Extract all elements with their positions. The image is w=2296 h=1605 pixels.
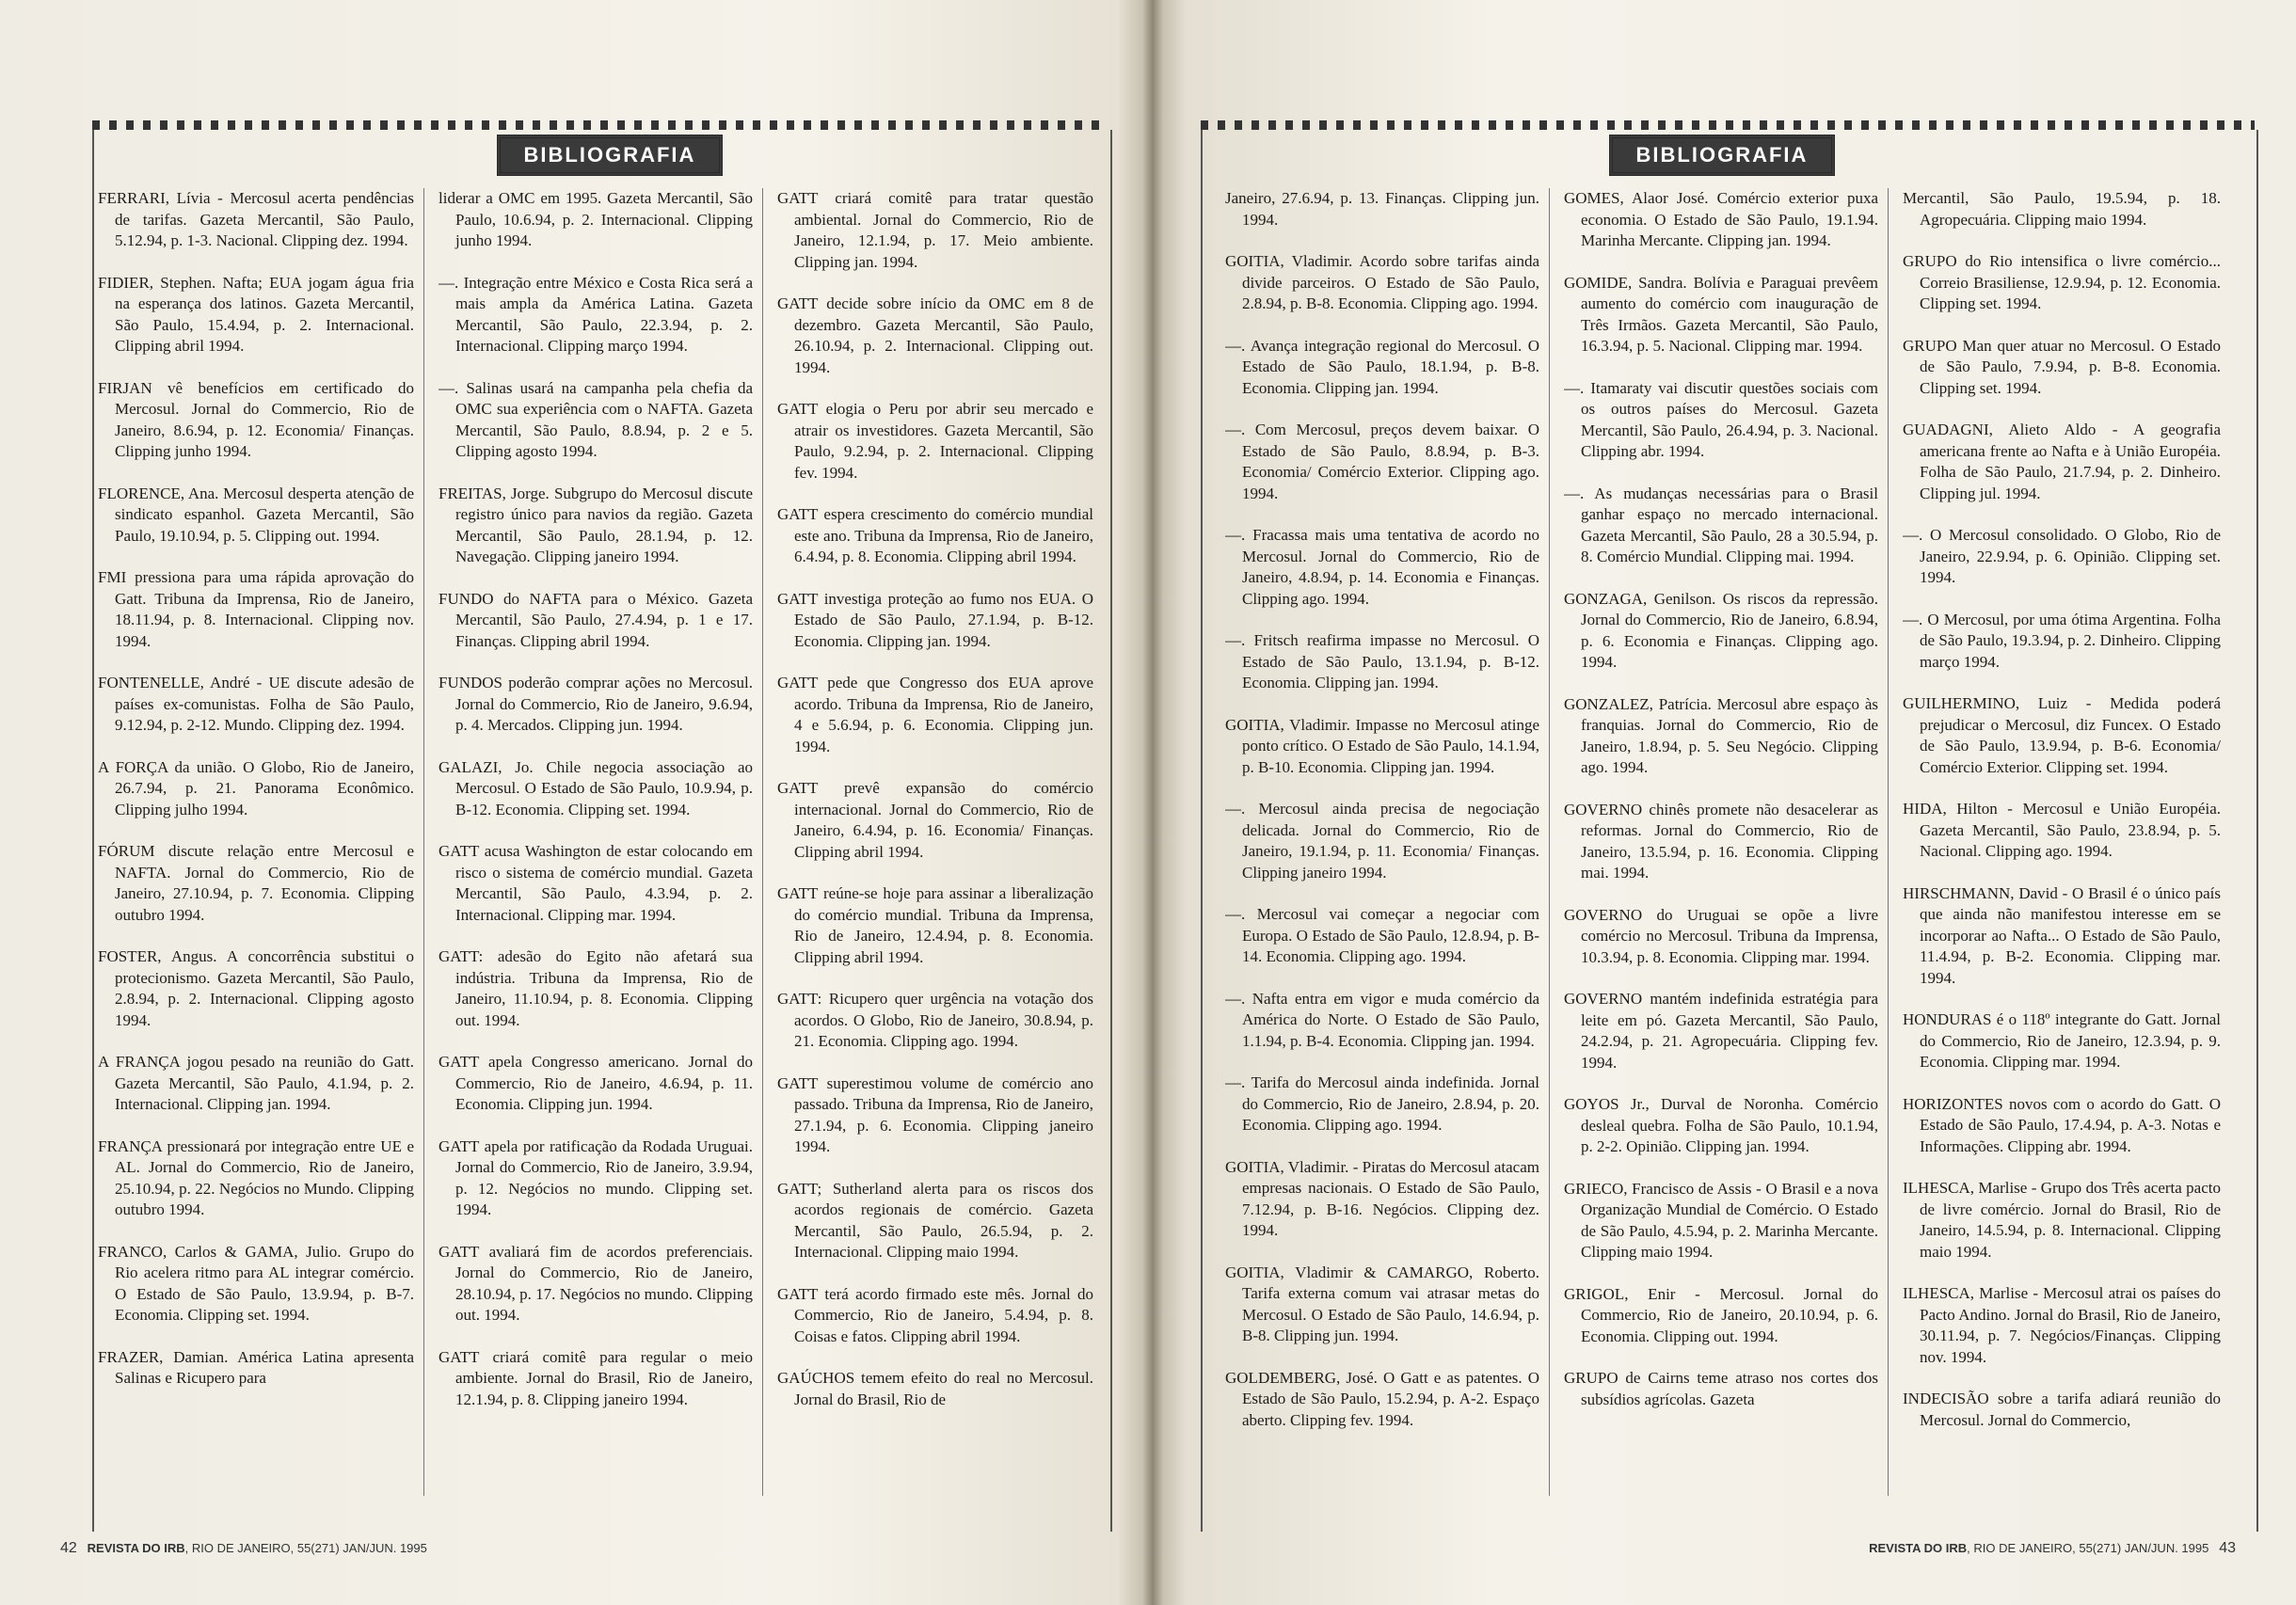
bibliography-entry: —. As mudanças necessárias para o Brasil ganhar espaço no mercado internacional. Gazeta Mercantil, São Paulo, 28 a 30.5.94, p. 8. Comércio Mundial. Clipping mai. 1994. (1564, 484, 1878, 565)
bibliography-entry: —. Avança integração regional do Mercosul. O Estado de São Paulo, 18.1.94, p. B-8. Economia. Clipping jan. 1994. (1225, 336, 1539, 397)
bibliography-entry: Mercantil, São Paulo, 19.5.94, p. 18. Agropecuária. Clipping maio 1994. (1903, 189, 2221, 229)
bibliography-entry: GATT decide sobre início da OMC em 8 de dezembro. Gazeta Mercantil, São Paulo, 26.10.94, p. 2. Internacional. Clipping out. 1994. (777, 294, 1093, 376)
bibliography-entry: GOMIDE, Sandra. Bolívia e Paraguai prevêem aumento do comércio com inauguração de Três Irmãos. Gazeta Mercantil, São Paulo, 16.3.94, p. 5. Nacional. Clipping mar. 1994. (1564, 273, 1878, 355)
page-number: 42 (60, 1540, 77, 1556)
bibliography-entry: —. Mercosul vai começar a negociar com Europa. O Estado de São Paulo, 12.8.94, p. B-14. Economia. Clipping ago. 1994. (1225, 905, 1539, 965)
bibliography-entry: FOSTER, Angus. A concorrência substitui o protecionismo. Gazeta Mercantil, São Paulo, 2.8.94, p. 2. Internacional. Clipping agosto 1994. (98, 947, 414, 1029)
top-dot-rule (1201, 120, 2255, 130)
bibliography-entry: GATT apela Congresso americano. Jornal do Commercio, Rio de Janeiro, 4.6.94, p. 11. Economia. Clipping jun. 1994. (438, 1053, 753, 1113)
bibliography-entry: GUILHERMINO, Luiz - Medida poderá prejudicar o Mercosul, diz Funcex. O Estado de São Paulo, 13.9.94, p. B-6. Economia/ Comércio Exterior. Clipping set. 1994. (1903, 694, 2221, 776)
right-page (1152, 0, 2296, 1605)
bibliography-entry: —. Fracassa mais uma tentativa de acordo no Mercosul. Jornal do Commercio, Rio de Janeiro, 4.8.94, p. 14. Economia e Finanças. Clipping ago. 1994. (1225, 526, 1539, 608)
bibliography-entry: —. Fritsch reafirma impasse no Mercosul. O Estado de São Paulo, 13.1.94, p. B-12. Economia. Clipping jan. 1994. (1225, 631, 1539, 691)
bibliography-entry: GALAZI, Jo. Chile negocia associação ao Mercosul. O Estado de São Paulo, 10.9.94, p. B-12. Economia. Clipping set. 1994. (438, 757, 753, 818)
bibliography-entry: GATT elogia o Peru por abrir seu mercado e atrair os investidores. Gazeta Mercantil, São Paulo, 9.2.94, p. 2. Internacional. Clipping fev. 1994. (777, 400, 1093, 482)
bibliography-column-1 (98, 188, 424, 1496)
bibliography-entry: GATT espera crescimento do comércio mundial este ano. Tribuna da Imprensa, Rio de Janeiro, 6.4.94, p. 8. Economia. Clipping abril 1994. (777, 505, 1093, 565)
book-gutter (1142, 0, 1163, 1605)
left-footer: 42 REVISTA DO IRB, RIO DE JANEIRO, 55(271) JAN/JUN. 1995 (60, 1540, 427, 1556)
bibliography-column-6 (1903, 188, 2221, 1496)
bibliography-entry: GOVERNO chinês promete não desacelerar as reformas. Jornal do Commercio, Rio de Janeiro, 13.5.94, p. 16. Economia. Clipping mai. 1994. (1564, 800, 1878, 882)
bibliography-column-2 (438, 188, 763, 1496)
bibliography-entry: FREITAS, Jorge. Subgrupo do Mercosul discute registro único para navios da região. Gazeta Mercantil, São Paulo, 28.1.94, p. 12. Navegação. Clipping janeiro 1994. (438, 484, 753, 565)
bibliography-entry: GONZAGA, Genilson. Os riscos da repressão. Jornal do Commercio, Rio de Janeiro, 6.8.94, p. 6. Economia e Finanças. Clipping ago. 1994. (1564, 589, 1878, 671)
bibliography-entry: HIRSCHMANN, David - O Brasil é o único país que ainda não manifestou interesse em se incorporar ao Nafta... O Estado de São Paulo, 11.4.94, p. B-2. Economia. Clipping mar. 1994. (1903, 883, 2221, 987)
top-dot-rule (92, 120, 1108, 130)
bibliography-entry: GOITIA, Vladimir & CAMARGO, Roberto. Tarifa externa comum vai atrasar metas do Mercosul. O Estado de São Paulo, 14.6.94, p. B-8. Clipping jun. 1994. (1225, 1263, 1539, 1344)
bibliography-entry: FIRJAN vê benefícios em certificado do Mercosul. Jornal do Commercio, Rio de Janeiro, 8.6.94, p. 12. Economia/ Finanças. Clipping junho 1994. (98, 378, 414, 460)
bibliography-entry: GOLDEMBERG, José. O Gatt e as patentes. O Estado de São Paulo, 15.2.94, p. A-2. Espaço aberto. Clipping fev. 1994. (1225, 1368, 1539, 1429)
bibliography-entry: GRUPO do Rio intensifica o livre comércio... Correio Brasiliense, 12.9.94, p. 12. Economia. Clipping set. 1994. (1903, 252, 2221, 312)
bibliography-entry: FONTENELLE, André - UE discute adesão de países ex-comunistas. Folha de São Paulo, 9.12.94, p. 2-12. Mundo. Clipping dez. 1994. (98, 674, 414, 734)
bibliography-column-4 (1225, 188, 1550, 1496)
bibliography-entry: FRANCO, Carlos & GAMA, Julio. Grupo do Rio acelera ritmo para AL integrar comércio. O Estado de São Paulo, 13.9.94, p. B-7. Economia. Clipping set. 1994. (98, 1242, 414, 1324)
bibliography-entry: Janeiro, 27.6.94, p. 13. Finanças. Clipping jun. 1994. (1225, 189, 1539, 229)
bibliography-entry: GATT apela por ratificação da Rodada Uruguai. Jornal do Commercio, Rio de Janeiro, 3.9.94, p. 12. Negócios no mundo. Clipping set. 1994. (438, 1136, 753, 1218)
bibliography-entry: GOITIA, Vladimir. Acordo sobre tarifas ainda divide parceiros. O Estado de São Paulo, 2.8.94, p. B-8. Economia. Clipping ago. 1994. (1225, 252, 1539, 312)
bibliography-entry: —. Com Mercosul, preços devem baixar. O Estado de São Paulo, 8.8.94, p. B-3. Economia/ Comércio Exterior. Clipping ago. 1994. (1225, 421, 1539, 502)
bibliography-entry: GATT criará comitê para tratar questão ambiental. Jornal do Commercio, Rio de Janeiro, 12.1.94, p. 17. Meio ambiente. Clipping jan. 1994. (777, 189, 1093, 271)
bibliography-entry: —. Itamaraty vai discutir questões sociais com os outros países do Mercosul. Gazeta Mercantil, São Paulo, 26.4.94, p. 3. Nacional. Clipping abr. 1994. (1564, 378, 1878, 460)
bibliography-entry: —. Nafta entra em vigor e muda comércio da América do Norte. O Estado de São Paulo, 1.1.94, p. B-4. Economia. Clipping jan. 1994. (1225, 989, 1539, 1050)
bibliography-entry: GRIECO, Francisco de Assis - O Brasil e a nova Organização Mundial de Comércio. O Estado de São Paulo, 4.5.94, p. 2. Marinha Mercante. Clipping maio 1994. (1564, 1179, 1878, 1261)
bibliography-entry: —. Salinas usará na campanha pela chefia da OMC sua experiência com o NAFTA. Gazeta Mercantil, São Paulo, 8.8.94, p. 2 e 5. Clipping agosto 1994. (438, 378, 753, 460)
section-banner: BIBLIOGRAFIA (497, 135, 723, 176)
bibliography-entry: GATT criará comitê para regular o meio ambiente. Jornal do Brasil, Rio de Janeiro, 12.1.94, p. 8. Clipping janeiro 1994. (438, 1347, 753, 1408)
bibliography-entry: ILHESCA, Marlise - Grupo dos Três acerta pacto de livre comércio. Jornal do Brasil, Rio de Janeiro, 14.5.94, p. 8. Internacional. Clipping maio 1994. (1903, 1179, 2221, 1261)
bibliography-column-5 (1564, 188, 1889, 1496)
bibliography-entry: GOYOS Jr., Durval de Noronha. Comércio desleal quebra. Folha de São Paulo, 10.1.94, p. 2-2. Opinião. Clipping jan. 1994. (1564, 1095, 1878, 1155)
bibliography-entry: FÓRUM discute relação entre Mercosul e NAFTA. Jornal do Commercio, Rio de Janeiro, 27.10.94, p. 7. Economia. Clipping outubro 1994. (98, 842, 414, 924)
bibliography-entry: GATT; Sutherland alerta para os riscos dos acordos regionais de comércio. Gazeta Mercantil, São Paulo, 26.5.94, p. 2. Internacional. Clipping maio 1994. (777, 1179, 1093, 1261)
bibliography-entry: GATT terá acordo firmado este mês. Jornal do Commercio, Rio de Janeiro, 5.4.94, p. 8. Coisas e fatos. Clipping abril 1994. (777, 1284, 1093, 1345)
bibliography-entry: GATT investiga proteção ao fumo nos EUA. O Estado de São Paulo, 27.1.94, p. B-12. Economia. Clipping jan. 1994. (777, 589, 1093, 650)
bibliography-entry: FRANÇA pressionará por integração entre UE e AL. Jornal do Commercio, Rio de Janeiro, 25.10.94, p. 22. Negócios no Mundo. Clipping outubro 1994. (98, 1136, 414, 1218)
bibliography-entry: GRUPO Man quer atuar no Mercosul. O Estado de São Paulo, 7.9.94, p. B-8. Economia. Clipping set. 1994. (1903, 336, 2221, 397)
bibliography-column-3 (777, 188, 1093, 1496)
section-banner: BIBLIOGRAFIA (1609, 135, 1835, 176)
bibliography-entry: —. Integração entre México e Costa Rica será a mais ampla da América Latina. Gazeta Mercantil, São Paulo, 22.3.94, p. 2. Internacional. Clipping março 1994. (438, 273, 753, 355)
bibliography-entry: HORIZONTES novos com o acordo do Gatt. O Estado de São Paulo, 17.4.94, p. A-3. Notas e Informações. Clipping abr. 1994. (1903, 1094, 2221, 1155)
bibliography-entry: FLORENCE, Ana. Mercosul desperta atenção de sindicato espanhol. Gazeta Mercantil, São Paulo, 19.10.94, p. 5. Clipping out. 1994. (98, 484, 414, 545)
bibliography-entry: GOVERNO do Uruguai se opõe a livre comércio no Mercosul. Tribuna da Imprensa, 10.3.94, p. 8. Economia. Clipping mar. 1994. (1564, 905, 1878, 966)
bibliography-entry: GATT acusa Washington de estar colocando em risco o sistema de comércio mundial. Gazeta Mercantil, São Paulo, 4.3.94, p. 2. Internacional. Clipping mar. 1994. (438, 842, 753, 924)
bibliography-entry: GAÚCHOS temem efeito do real no Mercosul. Jornal do Brasil, Rio de (777, 1369, 1093, 1408)
bibliography-entry: FUNDO do NAFTA para o México. Gazeta Mercantil, São Paulo, 27.4.94, p. 1 e 17. Finanças. Clipping abril 1994. (438, 589, 753, 650)
bibliography-entry: GOVERNO mantém indefinida estratégia para leite em pó. Gazeta Mercantil, São Paulo, 24.2.94, p. 21. Agropecuária. Clipping fev. 1994. (1564, 990, 1878, 1072)
bibliography-entry: GRUPO de Cairns teme atraso nos cortes dos subsídios agrícolas. Gazeta (1564, 1369, 1878, 1408)
bibliography-entry: FIDIER, Stephen. Nafta; EUA jogam água fria na esperança dos latinos. Gazeta Mercantil, São Paulo, 15.4.94, p. 2. Internacional. Clipping abril 1994. (98, 273, 414, 355)
bibliography-entry: ILHESCA, Marlise - Mercosul atrai os países do Pacto Andino. Jornal do Brasil, Rio de Janeiro, 30.11.94, p. 7. Negócios/Finanças. Clipping nov. 1994. (1903, 1284, 2221, 1366)
issue-details: RIO DE JANEIRO, 55(271) JAN/JUN. 1995 (191, 1541, 427, 1555)
bibliography-entry: —. O Mercosul consolidado. O Globo, Rio de Janeiro, 22.9.94, p. 6. Opinião. Clipping set. 1994. (1903, 526, 2221, 586)
bibliography-entry: GATT pede que Congresso dos EUA aprove acordo. Tribuna da Imprensa, Rio de Janeiro, 4 e 5.6.94, p. 6. Economia. Clipping jun. 1994. (777, 674, 1093, 755)
bibliography-entry: GONZALEZ, Patrícia. Mercosul abre espaço às franquias. Jornal do Commercio, Rio de Janeiro, 1.8.94, p. 5. Seu Negócio. Clipping ago. 1994. (1564, 694, 1878, 776)
bibliography-entry: GATT: adesão do Egito não afetará sua indústria. Tribuna da Imprensa, Rio de Janeiro, 11.10.94, p. 8. Economia. Clipping out. 1994. (438, 947, 753, 1029)
bibliography-entry: HIDA, Hilton - Mercosul e União Européia. Gazeta Mercantil, São Paulo, 23.8.94, p. 5. Nacional. Clipping ago. 1994. (1903, 800, 2221, 860)
bibliography-entry: liderar a OMC em 1995. Gazeta Mercantil, São Paulo, 10.6.94, p. 2. Internacional. Clipping junho 1994. (438, 189, 753, 249)
bibliography-entry: A FORÇA da união. O Globo, Rio de Janeiro, 26.7.94, p. 21. Panorama Econômico. Clipping julho 1994. (98, 757, 414, 818)
magazine-name: REVISTA DO IRB (87, 1541, 185, 1555)
bibliography-entry: —. Tarifa do Mercosul ainda indefinida. Jornal do Commercio, Rio de Janeiro, 2.8.94, p. 20. Economia. Clipping ago. 1994. (1225, 1073, 1539, 1134)
bibliography-entry: GATT prevê expansão do comércio internacional. Jornal do Commercio, Rio de Janeiro, 6.4.94, p. 16. Economia/ Finanças. Clipping abril 1994. (777, 779, 1093, 861)
bibliography-entry: GOMES, Alaor José. Comércio exterior puxa economia. O Estado de São Paulo, 19.1.94. Marinha Mercante. Clipping jan. 1994. (1564, 189, 1878, 249)
bibliography-entry: GATT avaliará fim de acordos preferenciais. Jornal do Commercio, Rio de Janeiro, 28.10.94, p. 17. Negócios no mundo. Clipping out. 1994. (438, 1242, 753, 1324)
bibliography-entry: GOITIA, Vladimir. - Piratas do Mercosul atacam empresas nacionais. O Estado de São Paulo, 7.12.94, p. B-16. Negócios. Clipping dez. 1994. (1225, 1157, 1539, 1239)
page-number: 43 (2219, 1540, 2236, 1556)
bibliography-entry: GRIGOL, Enir - Mercosul. Jornal do Commercio, Rio de Janeiro, 20.10.94, p. 6. Economia. Clipping out. 1994. (1564, 1284, 1878, 1345)
right-footer: REVISTA DO IRB, RIO DE JANEIRO, 55(271) JAN/JUN. 1995 43 (1869, 1540, 2236, 1556)
bibliography-entry: A FRANÇA jogou pesado na reunião do Gatt. Gazeta Mercantil, São Paulo, 4.1.94, p. 2. Internacional. Clipping jan. 1994. (98, 1053, 414, 1113)
bibliography-entry: INDECISÃO sobre a tarifa adiará reunião do Mercosul. Jornal do Commercio, (1903, 1390, 2221, 1429)
bibliography-entry: GATT reúne-se hoje para assinar a liberalização do comércio mundial. Tribuna da Imprensa, Rio de Janeiro, 12.4.94, p. 8. Economia. Clipping abril 1994. (777, 884, 1093, 966)
bibliography-entry: FERRARI, Lívia - Mercosul acerta pendências de tarifas. Gazeta Mercantil, São Paulo, 5.12.94, p. 1-3. Nacional. Clipping dez. 1994. (98, 189, 414, 249)
bibliography-entry: GUADAGNI, Alieto Aldo - A geografia americana frente ao Nafta e à União Européia. Folha de São Paulo, 21.7.94, p. 2. Dinheiro. Clipping jul. 1994. (1903, 421, 2221, 502)
bibliography-entry: GATT superestimou volume de comércio ano passado. Tribuna da Imprensa, Rio de Janeiro, 27.1.94, p. 6. Economia. Clipping janeiro 1994. (777, 1073, 1093, 1155)
bibliography-entry: GOITIA, Vladimir. Impasse no Mercosul atinge ponto crítico. O Estado de São Paulo, 14.1.94, p. B-10. Economia. Clipping jan. 1994. (1225, 715, 1539, 776)
issue-details: RIO DE JANEIRO, 55(271) JAN/JUN. 1995 (1973, 1541, 2209, 1555)
bibliography-entry: HONDURAS é o 118º integrante do Gatt. Jornal do Commercio, Rio de Janeiro, 12.3.94, p. 9. Economia. Clipping mar. 1994. (1903, 1010, 2221, 1071)
bibliography-entry: —. Mercosul ainda precisa de negociação delicada. Jornal do Commercio, Rio de Janeiro, 19.1.94, p. 11. Economia/ Finanças. Clipping janeiro 1994. (1225, 800, 1539, 882)
magazine-name: REVISTA DO IRB (1869, 1541, 1968, 1555)
bibliography-entry: GATT: Ricupero quer urgência na votação dos acordos. O Globo, Rio de Janeiro, 30.8.94, p. 21. Economia. Clipping ago. 1994. (777, 990, 1093, 1050)
bibliography-entry: FMI pressiona para uma rápida aprovação do Gatt. Tribuna da Imprensa, Rio de Janeiro, 18.11.94, p. 8. Internacional. Clipping nov. 1994. (98, 568, 414, 650)
bibliography-entry: FUNDOS poderão comprar ações no Mercosul. Jornal do Commercio, Rio de Janeiro, 9.6.94, p. 4. Mercados. Clipping jun. 1994. (438, 674, 753, 734)
bibliography-entry: —. O Mercosul, por uma ótima Argentina. Folha de São Paulo, 19.3.94, p. 2. Dinheiro. Clipping março 1994. (1903, 610, 2221, 671)
bibliography-entry: FRAZER, Damian. América Latina apresenta Salinas e Ricupero para (98, 1347, 414, 1387)
